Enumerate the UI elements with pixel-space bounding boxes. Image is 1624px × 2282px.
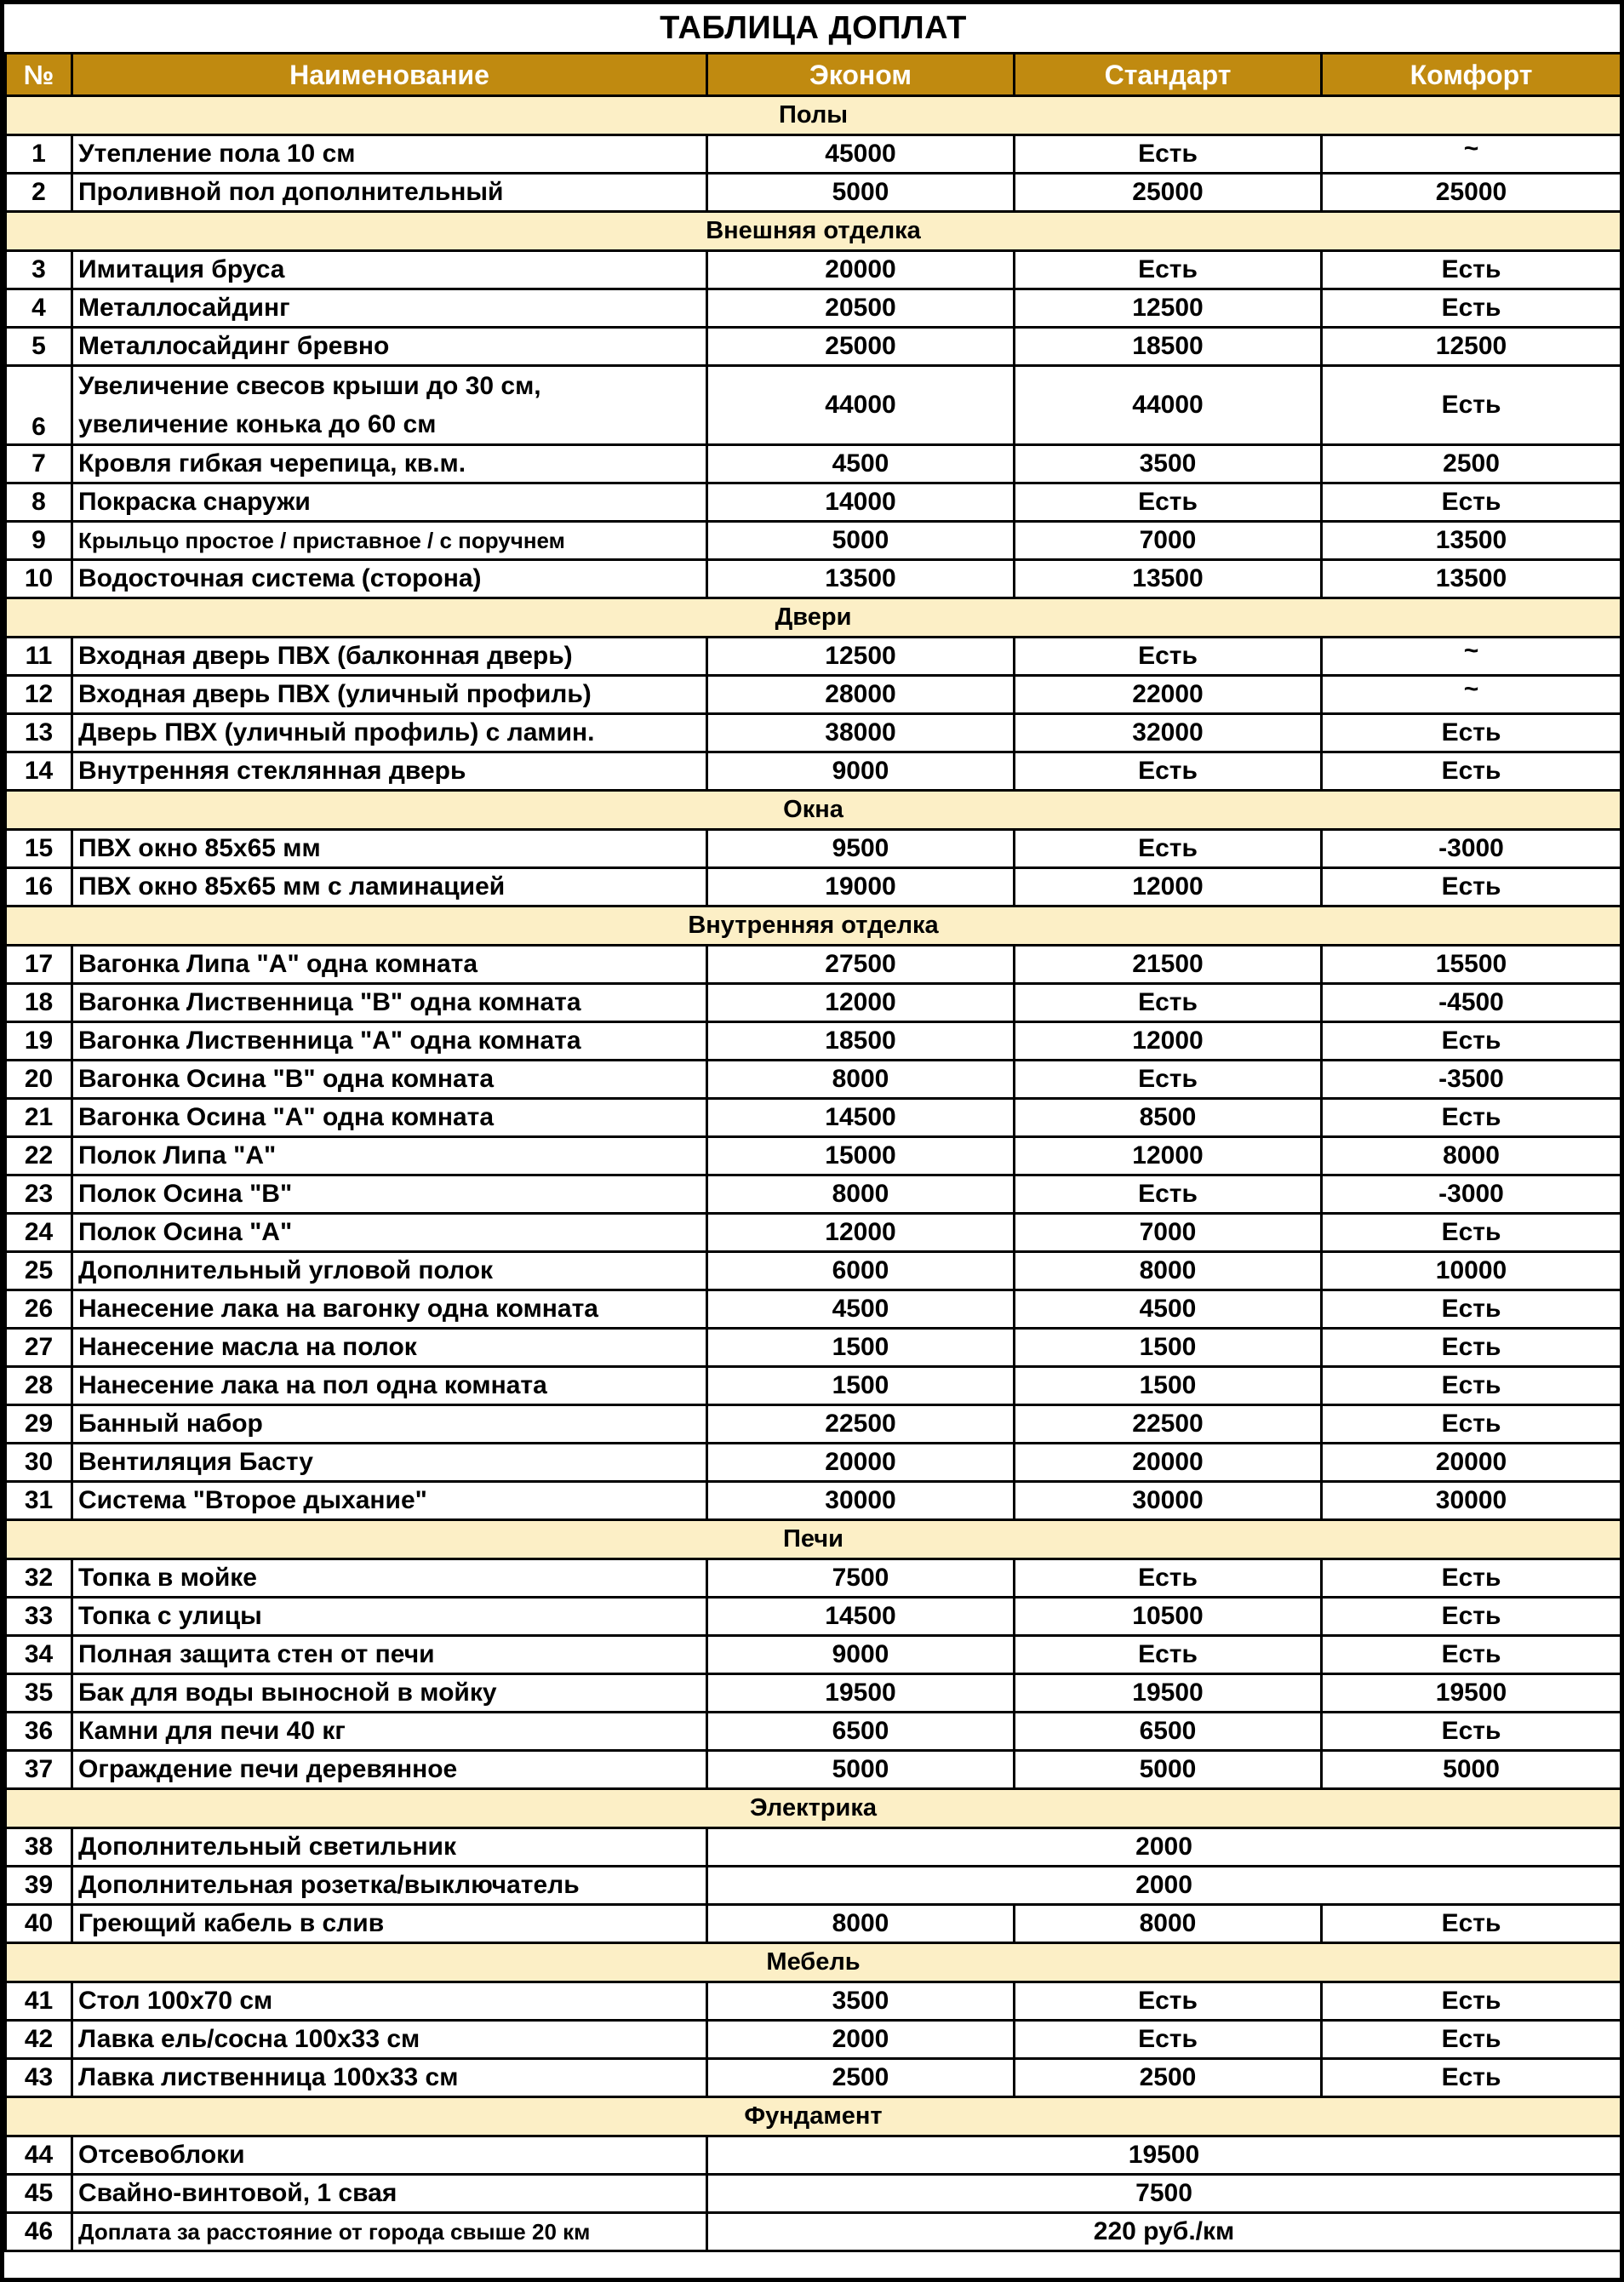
row-number: 33 bbox=[6, 1598, 72, 1636]
row-number: 36 bbox=[6, 1713, 72, 1751]
section-title: Печи bbox=[6, 1520, 1621, 1559]
price-econom: 20000 bbox=[707, 1444, 1015, 1482]
price-comfort: 12500 bbox=[1322, 328, 1621, 366]
row-number: 35 bbox=[6, 1674, 72, 1713]
price-comfort: -3000 bbox=[1322, 1175, 1621, 1214]
table-row bbox=[6, 2059, 1621, 2097]
price-standard: 12000 bbox=[1015, 1137, 1322, 1175]
item-name: Греющий кабель в слив bbox=[72, 1905, 707, 1943]
table-row bbox=[6, 1482, 1621, 1520]
row-number: 20 bbox=[6, 1061, 72, 1099]
price-comfort: Есть bbox=[1322, 1022, 1621, 1061]
table-row bbox=[6, 560, 1621, 598]
price-comfort: Есть bbox=[1322, 1905, 1621, 1943]
item-name: Отсевоблоки bbox=[72, 2136, 707, 2175]
row-number: 22 bbox=[6, 1137, 72, 1175]
price-econom: 8000 bbox=[707, 1061, 1015, 1099]
price-standard: 12500 bbox=[1015, 289, 1322, 328]
price-econom: 1500 bbox=[707, 1329, 1015, 1367]
price-econom: 12500 bbox=[707, 638, 1015, 676]
price-econom: 22500 bbox=[707, 1405, 1015, 1444]
item-name: Нанесение лака на вагонку одна комната bbox=[72, 1290, 707, 1329]
table-row bbox=[6, 174, 1621, 212]
price-standard: 1500 bbox=[1015, 1329, 1322, 1367]
price-standard: Есть bbox=[1015, 483, 1322, 522]
item-name: Металлосайдинг bbox=[72, 289, 707, 328]
item-name: Вагонка Лиственница "А" одна комната bbox=[72, 1022, 707, 1061]
table-row bbox=[6, 289, 1621, 328]
price-comfort bbox=[1322, 638, 1621, 676]
price-standard: 32000 bbox=[1015, 714, 1322, 752]
price-comfort: 15500 bbox=[1322, 946, 1621, 984]
price-standard: 3500 bbox=[1015, 445, 1322, 483]
price-econom: 14000 bbox=[707, 483, 1015, 522]
item-name: Полная защита стен от печи bbox=[72, 1636, 707, 1674]
price-standard: 12000 bbox=[1015, 1022, 1322, 1061]
price-standard: Есть bbox=[1015, 752, 1322, 791]
price-standard: 21500 bbox=[1015, 946, 1322, 984]
item-name bbox=[72, 366, 707, 445]
row-number: 8 bbox=[6, 483, 72, 522]
price-standard: 5000 bbox=[1015, 1751, 1322, 1789]
table-row bbox=[6, 752, 1621, 791]
row-number: 43 bbox=[6, 2059, 72, 2097]
table-row bbox=[6, 2021, 1621, 2059]
item-name: Лавка лиственница 100х33 см bbox=[72, 2059, 707, 2097]
table-row bbox=[6, 1214, 1621, 1252]
table-row bbox=[6, 328, 1621, 366]
price-standard: Есть bbox=[1015, 638, 1322, 676]
price-standard: 19500 bbox=[1015, 1674, 1322, 1713]
table-row bbox=[6, 676, 1621, 714]
section-row bbox=[6, 96, 1621, 135]
price-standard: 2500 bbox=[1015, 2059, 1322, 2097]
item-name: Дополнительный светильник bbox=[72, 1828, 707, 1867]
row-number: 44 bbox=[6, 2136, 72, 2175]
price-econom: 4500 bbox=[707, 1290, 1015, 1329]
row-number: 2 bbox=[6, 174, 72, 212]
table-row bbox=[6, 1022, 1621, 1061]
table-row bbox=[6, 1982, 1621, 2021]
row-number: 1 bbox=[6, 135, 72, 174]
price-comfort: 20000 bbox=[1322, 1444, 1621, 1482]
price-standard: 8500 bbox=[1015, 1099, 1322, 1137]
item-name: Вагонка Осина "В" одна комната bbox=[72, 1061, 707, 1099]
price-standard: Есть bbox=[1015, 1636, 1322, 1674]
table-title-row bbox=[6, 4, 1621, 54]
item-name: Бак для воды выносной в мойку bbox=[72, 1674, 707, 1713]
table-row bbox=[6, 1290, 1621, 1329]
item-name: Топка с улицы bbox=[72, 1598, 707, 1636]
item-name: Стол 100х70 см bbox=[72, 1982, 707, 2021]
price-comfort: -3000 bbox=[1322, 830, 1621, 868]
price-econom: 25000 bbox=[707, 328, 1015, 366]
row-number: 21 bbox=[6, 1099, 72, 1137]
price-comfort: Есть bbox=[1322, 1982, 1621, 2021]
item-name: Входная дверь ПВХ (балконная дверь) bbox=[72, 638, 707, 676]
item-name: Система "Второе дыхание" bbox=[72, 1482, 707, 1520]
item-name: Входная дверь ПВХ (уличный профиль) bbox=[72, 676, 707, 714]
section-row bbox=[6, 791, 1621, 830]
table-row bbox=[6, 1636, 1621, 1674]
item-name: Металлосайдинг бревно bbox=[72, 328, 707, 366]
price-econom: 20000 bbox=[707, 251, 1015, 289]
price-comfort: 2500 bbox=[1322, 445, 1621, 483]
price-comfort: 19500 bbox=[1322, 1674, 1621, 1713]
item-name-line-1: Увеличение свесов крыши до 30 см, bbox=[78, 372, 541, 400]
item-name: Полок Липа "А" bbox=[72, 1137, 707, 1175]
price-econom: 6000 bbox=[707, 1252, 1015, 1290]
price-econom: 5000 bbox=[707, 1751, 1015, 1789]
item-name: Кровля гибкая черепица, кв.м. bbox=[72, 445, 707, 483]
item-name: Дополнительный угловой полок bbox=[72, 1252, 707, 1290]
item-name: Проливной пол дополнительный bbox=[72, 174, 707, 212]
table-row bbox=[6, 522, 1621, 560]
price-standard: Есть bbox=[1015, 1061, 1322, 1099]
row-number: 40 bbox=[6, 1905, 72, 1943]
table-row bbox=[6, 1674, 1621, 1713]
item-name: Полок Осина "В" bbox=[72, 1175, 707, 1214]
row-number: 16 bbox=[6, 868, 72, 907]
price-econom: 14500 bbox=[707, 1099, 1015, 1137]
table-row bbox=[6, 445, 1621, 483]
section-title: Окна bbox=[6, 791, 1621, 830]
price-comfort: 10000 bbox=[1322, 1252, 1621, 1290]
table-row bbox=[6, 2175, 1621, 2213]
price-comfort: Есть bbox=[1322, 752, 1621, 791]
row-number: 19 bbox=[6, 1022, 72, 1061]
price-standard: Есть bbox=[1015, 135, 1322, 174]
table-row bbox=[6, 1329, 1621, 1367]
row-number: 10 bbox=[6, 560, 72, 598]
price-comfort: Есть bbox=[1322, 251, 1621, 289]
price-standard: 8000 bbox=[1015, 1252, 1322, 1290]
price-comfort bbox=[1322, 135, 1621, 174]
price-standard: 18500 bbox=[1015, 328, 1322, 366]
section-title: Внешняя отделка bbox=[6, 212, 1621, 251]
price-comfort: 5000 bbox=[1322, 1751, 1621, 1789]
table-row bbox=[6, 714, 1621, 752]
price-econom: 5000 bbox=[707, 522, 1015, 560]
item-name: Вагонка Липа "А" одна комната bbox=[72, 946, 707, 984]
item-name: Вентиляция Басту bbox=[72, 1444, 707, 1482]
section-row bbox=[6, 1789, 1621, 1828]
price-comfort: Есть bbox=[1322, 1214, 1621, 1252]
price-standard: 22500 bbox=[1015, 1405, 1322, 1444]
price-econom: 44000 bbox=[707, 366, 1015, 445]
section-title: Электрика bbox=[6, 1789, 1621, 1828]
row-number: 11 bbox=[6, 638, 72, 676]
column-header-num: № bbox=[6, 54, 72, 96]
row-number: 42 bbox=[6, 2021, 72, 2059]
price-econom: 28000 bbox=[707, 676, 1015, 714]
price-standard: Есть bbox=[1015, 2021, 1322, 2059]
table-row bbox=[6, 1367, 1621, 1405]
table-row bbox=[6, 1751, 1621, 1789]
item-name: ПВХ окно 85х65 мм с ламинацией bbox=[72, 868, 707, 907]
price-standard: Есть bbox=[1015, 984, 1322, 1022]
price-standard: Есть bbox=[1015, 830, 1322, 868]
table-row bbox=[6, 830, 1621, 868]
price-econom: 12000 bbox=[707, 984, 1015, 1022]
item-name: Ограждение печи деревянное bbox=[72, 1751, 707, 1789]
price-standard: 7000 bbox=[1015, 1214, 1322, 1252]
table-row bbox=[6, 1559, 1621, 1598]
price-standard: 6500 bbox=[1015, 1713, 1322, 1751]
row-number: 41 bbox=[6, 1982, 72, 2021]
price-comfort: 13500 bbox=[1322, 522, 1621, 560]
not-available-mark: ~ bbox=[1463, 134, 1479, 163]
price-econom: 2500 bbox=[707, 2059, 1015, 2097]
row-number: 7 bbox=[6, 445, 72, 483]
table-row bbox=[6, 1444, 1621, 1482]
table-row bbox=[6, 1175, 1621, 1214]
price-all-packages: 220 руб./км bbox=[707, 2213, 1621, 2251]
item-name: Вагонка Осина "А" одна комната bbox=[72, 1099, 707, 1137]
price-econom: 38000 bbox=[707, 714, 1015, 752]
price-comfort: -4500 bbox=[1322, 984, 1621, 1022]
row-number: 45 bbox=[6, 2175, 72, 2213]
price-comfort: Есть bbox=[1322, 2059, 1621, 2097]
price-econom: 1500 bbox=[707, 1367, 1015, 1405]
price-comfort: 25000 bbox=[1322, 174, 1621, 212]
item-name: Имитация бруса bbox=[72, 251, 707, 289]
price-econom: 8000 bbox=[707, 1905, 1015, 1943]
section-row bbox=[6, 212, 1621, 251]
table-row bbox=[6, 366, 1621, 445]
row-number: 13 bbox=[6, 714, 72, 752]
table-row bbox=[6, 251, 1621, 289]
item-name: Полок Осина "А" bbox=[72, 1214, 707, 1252]
price-econom: 15000 bbox=[707, 1137, 1015, 1175]
not-available-mark: ~ bbox=[1463, 637, 1479, 665]
price-standard: 8000 bbox=[1015, 1905, 1322, 1943]
row-number: 3 bbox=[6, 251, 72, 289]
row-number: 46 bbox=[6, 2213, 72, 2251]
price-econom: 27500 bbox=[707, 946, 1015, 984]
price-comfort: Есть bbox=[1322, 1367, 1621, 1405]
item-name: Камни для печи 40 кг bbox=[72, 1713, 707, 1751]
table-row bbox=[6, 1137, 1621, 1175]
item-name: ПВХ окно 85х65 мм bbox=[72, 830, 707, 868]
price-comfort: 30000 bbox=[1322, 1482, 1621, 1520]
not-available-mark: ~ bbox=[1463, 675, 1479, 703]
row-number: 31 bbox=[6, 1482, 72, 1520]
column-header-econom: Эконом bbox=[707, 54, 1015, 96]
price-econom: 20500 bbox=[707, 289, 1015, 328]
item-name: Доплата за расстояние от города свыше 20 км bbox=[72, 2213, 707, 2251]
price-comfort: Есть bbox=[1322, 366, 1621, 445]
row-number: 24 bbox=[6, 1214, 72, 1252]
row-number: 18 bbox=[6, 984, 72, 1022]
item-name: Нанесение лака на пол одна комната bbox=[72, 1367, 707, 1405]
price-standard: 12000 bbox=[1015, 868, 1322, 907]
price-econom: 8000 bbox=[707, 1175, 1015, 1214]
row-number: 34 bbox=[6, 1636, 72, 1674]
price-standard: 7000 bbox=[1015, 522, 1322, 560]
price-econom: 3500 bbox=[707, 1982, 1015, 2021]
row-number: 27 bbox=[6, 1329, 72, 1367]
price-comfort: Есть bbox=[1322, 1713, 1621, 1751]
row-number: 15 bbox=[6, 830, 72, 868]
row-number: 39 bbox=[6, 1867, 72, 1905]
table-row bbox=[6, 868, 1621, 907]
table-title: ТАБЛИЦА ДОПЛАТ bbox=[6, 4, 1621, 54]
table-row bbox=[6, 135, 1621, 174]
item-name: Топка в мойке bbox=[72, 1559, 707, 1598]
table-row bbox=[6, 1713, 1621, 1751]
price-all-packages: 2000 bbox=[707, 1867, 1621, 1905]
row-number: 29 bbox=[6, 1405, 72, 1444]
table-row bbox=[6, 1828, 1621, 1867]
row-number: 32 bbox=[6, 1559, 72, 1598]
column-header-row bbox=[6, 54, 1621, 96]
price-comfort: Есть bbox=[1322, 1290, 1621, 1329]
row-number: 4 bbox=[6, 289, 72, 328]
price-comfort bbox=[1322, 676, 1621, 714]
price-standard: Есть bbox=[1015, 251, 1322, 289]
item-name: Покраска снаружи bbox=[72, 483, 707, 522]
column-header-standard: Стандарт bbox=[1015, 54, 1322, 96]
item-name: Внутренняя стеклянная дверь bbox=[72, 752, 707, 791]
item-name: Утепление пола 10 см bbox=[72, 135, 707, 174]
price-comfort: Есть bbox=[1322, 1559, 1621, 1598]
price-standard: Есть bbox=[1015, 1175, 1322, 1214]
section-row bbox=[6, 1520, 1621, 1559]
section-row bbox=[6, 598, 1621, 638]
price-standard: 4500 bbox=[1015, 1290, 1322, 1329]
price-all-packages: 7500 bbox=[707, 2175, 1621, 2213]
price-econom: 5000 bbox=[707, 174, 1015, 212]
price-standard: 10500 bbox=[1015, 1598, 1322, 1636]
price-econom: 18500 bbox=[707, 1022, 1015, 1061]
price-comfort: Есть bbox=[1322, 2021, 1621, 2059]
price-econom: 9000 bbox=[707, 1636, 1015, 1674]
price-comfort: 8000 bbox=[1322, 1137, 1621, 1175]
table-row bbox=[6, 1598, 1621, 1636]
price-standard: Есть bbox=[1015, 1982, 1322, 2021]
price-econom: 2000 bbox=[707, 2021, 1015, 2059]
item-name-line-2: увеличение конька до 60 см bbox=[78, 410, 437, 438]
section-title: Мебель bbox=[6, 1943, 1621, 1982]
row-number: 6 bbox=[6, 366, 72, 445]
item-name: Водосточная система (сторона) bbox=[72, 560, 707, 598]
table-body bbox=[6, 96, 1621, 2251]
section-row bbox=[6, 1943, 1621, 1982]
table-row bbox=[6, 2136, 1621, 2175]
row-number: 17 bbox=[6, 946, 72, 984]
item-name: Дверь ПВХ (уличный профиль) с ламин. bbox=[72, 714, 707, 752]
item-name: Свайно-винтовой, 1 свая bbox=[72, 2175, 707, 2213]
price-econom: 30000 bbox=[707, 1482, 1015, 1520]
table-row bbox=[6, 984, 1621, 1022]
table-row bbox=[6, 2213, 1621, 2251]
price-econom: 9500 bbox=[707, 830, 1015, 868]
table-row bbox=[6, 946, 1621, 984]
price-comfort: 13500 bbox=[1322, 560, 1621, 598]
item-name: Банный набор bbox=[72, 1405, 707, 1444]
price-comfort: Есть bbox=[1322, 868, 1621, 907]
price-econom: 6500 bbox=[707, 1713, 1015, 1751]
row-number: 30 bbox=[6, 1444, 72, 1482]
price-standard: 25000 bbox=[1015, 174, 1322, 212]
price-comfort: Есть bbox=[1322, 289, 1621, 328]
row-number: 26 bbox=[6, 1290, 72, 1329]
surcharge-table bbox=[4, 4, 1622, 2252]
table-row bbox=[6, 1061, 1621, 1099]
price-comfort: -3500 bbox=[1322, 1061, 1621, 1099]
table-row bbox=[6, 1405, 1621, 1444]
price-econom: 14500 bbox=[707, 1598, 1015, 1636]
price-all-packages: 19500 bbox=[707, 2136, 1621, 2175]
section-title: Внутренняя отделка bbox=[6, 907, 1621, 946]
price-comfort: Есть bbox=[1322, 1598, 1621, 1636]
section-title: Двери bbox=[6, 598, 1621, 638]
row-number: 9 bbox=[6, 522, 72, 560]
table-row bbox=[6, 1867, 1621, 1905]
row-number: 14 bbox=[6, 752, 72, 791]
item-name: Лавка ель/сосна 100х33 см bbox=[72, 2021, 707, 2059]
price-standard: 1500 bbox=[1015, 1367, 1322, 1405]
price-comfort: Есть bbox=[1322, 1099, 1621, 1137]
price-standard: Есть bbox=[1015, 1559, 1322, 1598]
section-title: Фундамент bbox=[6, 2097, 1621, 2136]
row-number: 23 bbox=[6, 1175, 72, 1214]
column-header-comfort: Комфорт bbox=[1322, 54, 1621, 96]
item-name: Крыльцо простое / приставное / с поручнем bbox=[72, 522, 707, 560]
price-comfort: Есть bbox=[1322, 1329, 1621, 1367]
table-row bbox=[6, 638, 1621, 676]
price-econom: 19500 bbox=[707, 1674, 1015, 1713]
row-number: 38 bbox=[6, 1828, 72, 1867]
item-name: Дополнительная розетка/выключатель bbox=[72, 1867, 707, 1905]
price-econom: 4500 bbox=[707, 445, 1015, 483]
section-row bbox=[6, 2097, 1621, 2136]
price-econom: 13500 bbox=[707, 560, 1015, 598]
row-number: 37 bbox=[6, 1751, 72, 1789]
section-row bbox=[6, 907, 1621, 946]
table-row bbox=[6, 1905, 1621, 1943]
row-number: 12 bbox=[6, 676, 72, 714]
table-row bbox=[6, 1099, 1621, 1137]
price-standard: 44000 bbox=[1015, 366, 1322, 445]
price-all-packages: 2000 bbox=[707, 1828, 1621, 1867]
price-econom: 45000 bbox=[707, 135, 1015, 174]
price-econom: 7500 bbox=[707, 1559, 1015, 1598]
row-number: 28 bbox=[6, 1367, 72, 1405]
table-row bbox=[6, 1252, 1621, 1290]
price-standard: 22000 bbox=[1015, 676, 1322, 714]
price-standard: 20000 bbox=[1015, 1444, 1322, 1482]
row-number: 5 bbox=[6, 328, 72, 366]
section-title: Полы bbox=[6, 96, 1621, 135]
price-econom: 12000 bbox=[707, 1214, 1015, 1252]
price-comfort: Есть bbox=[1322, 1636, 1621, 1674]
table-row bbox=[6, 483, 1621, 522]
price-comfort: Есть bbox=[1322, 483, 1621, 522]
price-econom: 9000 bbox=[707, 752, 1015, 791]
price-comfort: Есть bbox=[1322, 1405, 1621, 1444]
price-standard: 30000 bbox=[1015, 1482, 1322, 1520]
price-standard: 13500 bbox=[1015, 560, 1322, 598]
price-comfort: Есть bbox=[1322, 714, 1621, 752]
item-name: Вагонка Лиственница "В" одна комната bbox=[72, 984, 707, 1022]
column-header-name: Наименование bbox=[72, 54, 707, 96]
item-name: Нанесение масла на полок bbox=[72, 1329, 707, 1367]
price-econom: 19000 bbox=[707, 868, 1015, 907]
row-number: 25 bbox=[6, 1252, 72, 1290]
